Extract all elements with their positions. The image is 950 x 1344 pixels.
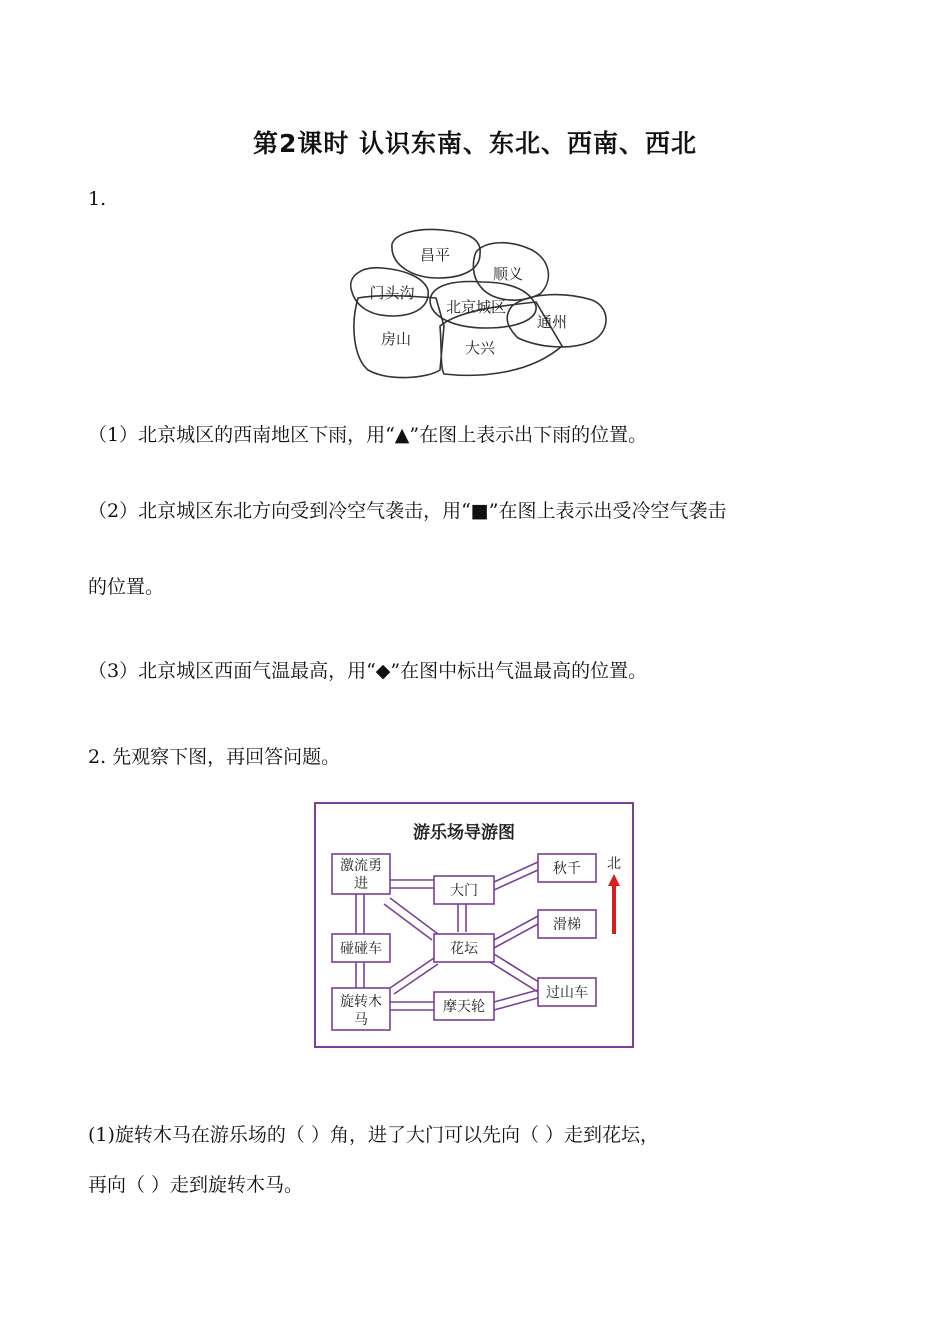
map-label-daxing: 大兴 xyxy=(464,339,496,357)
map-label-shunyi: 顺义 xyxy=(492,265,524,283)
spot-rafting-label-1: 激流勇 xyxy=(340,858,382,874)
question-2-prompt: 2. 先观察下图，再回答问题。 xyxy=(88,746,341,768)
spot-swing-label: 秋千 xyxy=(553,861,581,877)
park-map-title: 游乐场导游图 xyxy=(413,823,515,843)
spot-slide-label: 滑梯 xyxy=(553,917,581,933)
map-label-tongzhou: 通州 xyxy=(536,313,568,331)
spot-carousel-label-1: 旋转木 xyxy=(340,994,382,1010)
question-1-part-2a: （2）北京城区东北方向受到冷空气袭击，用“■”在图上表示出受冷空气袭击 xyxy=(88,500,727,522)
question-2-part-1a: (1)旋转木马在游乐场的（ ）角，进了大门可以先向（ ）走到花坛， xyxy=(88,1124,659,1146)
beijing-district-map xyxy=(340,226,612,382)
map-label-fangshan: 房山 xyxy=(380,330,412,348)
question-1-part-3: （3）北京城区西面气温最高，用“◆”在图中标出气温最高的位置。 xyxy=(88,660,648,682)
spot-bumper-label: 碰碰车 xyxy=(340,941,382,957)
question-1-part-2b: 的位置。 xyxy=(88,576,165,598)
map-label-changping: 昌平 xyxy=(419,246,451,264)
question-2-part-1b: 再向（ ）走到旋转木马。 xyxy=(88,1174,304,1196)
question-1-number: 1. xyxy=(88,188,107,210)
spot-coaster-label: 过山车 xyxy=(546,985,588,1001)
map-label-mentougou: 门头沟 xyxy=(369,284,415,302)
north-label: 北 xyxy=(607,856,621,872)
spot-rafting-label-2: 进 xyxy=(354,876,368,892)
spot-flower-label: 花坛 xyxy=(450,941,478,957)
map-label-chengqu: 北京城区 xyxy=(445,298,507,316)
spot-carousel-label-2: 马 xyxy=(354,1012,368,1028)
question-1-part-1: （1）北京城区的西南地区下雨，用“▲”在图上表示出下雨的位置。 xyxy=(88,424,648,446)
page-title: 第2课时 认识东南、东北、西南、西北 xyxy=(252,129,698,158)
park-guide-map xyxy=(314,802,634,1048)
spot-gate-label: 大门 xyxy=(450,883,478,899)
spot-ferris-label: 摩天轮 xyxy=(443,999,485,1015)
